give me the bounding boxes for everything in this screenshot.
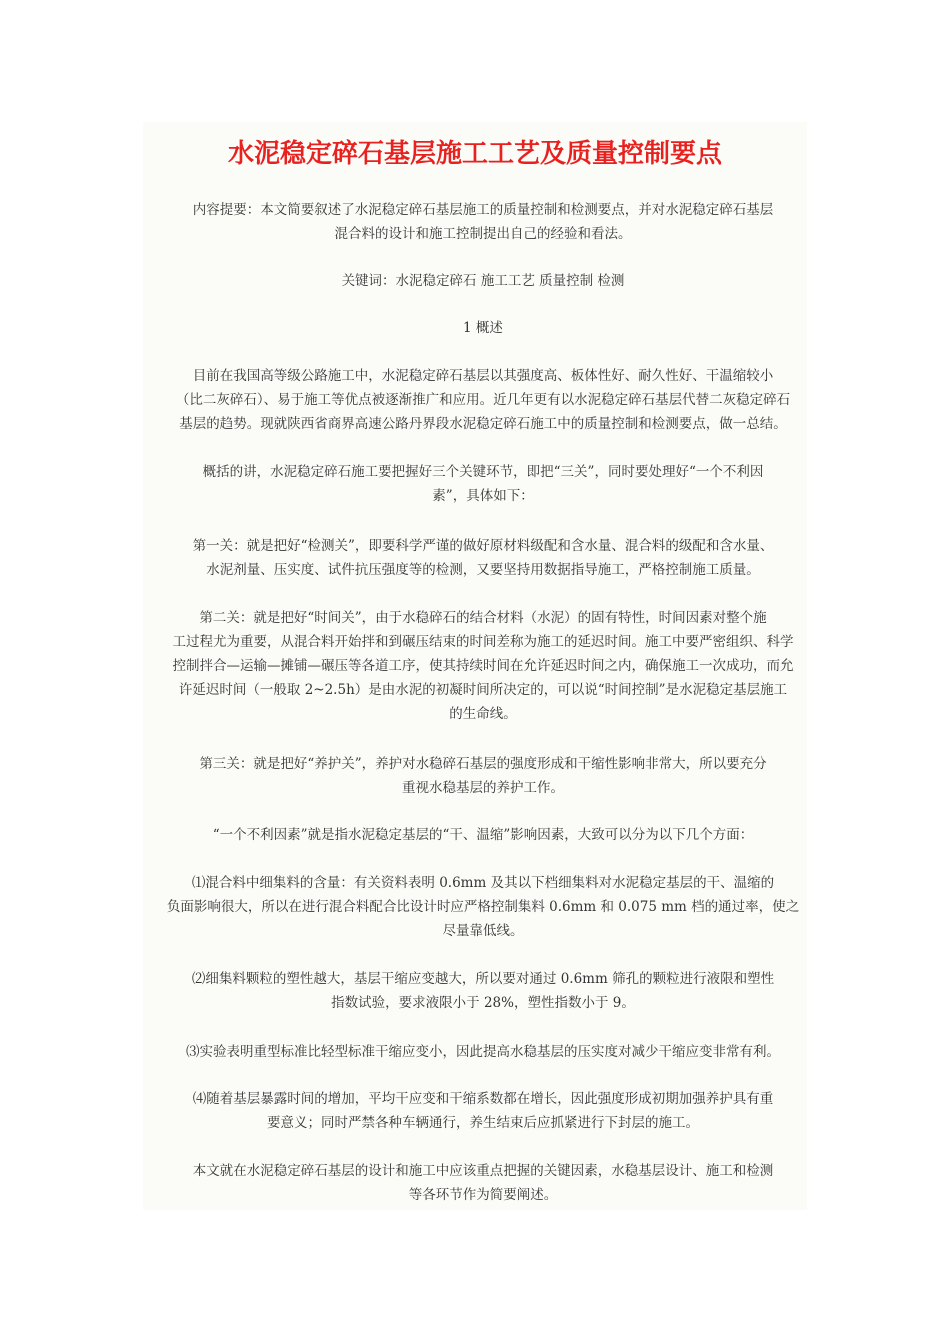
paragraph-line: ⑶实验表明重型标准比轻型标准干缩应变小，因此提高水稳基层的压实度对减少干缩应变非常有利。 bbox=[186, 1044, 780, 1060]
paragraph-line: 要意义；同时严禁各种车辆通行，养生结束后应抓紧进行下封层的施工。 bbox=[267, 1115, 699, 1131]
paragraph-second-gate bbox=[148, 606, 818, 726]
paragraph-line: 控制拌合—运输—摊铺—碾压等各道工序，使其持续时间在允许延迟时间之内，确保施工一次成功，而允 bbox=[172, 658, 794, 674]
paragraph-line: 第二关：就是把好“时间关”，由于水稳碎石的结合材料（水泥）的固有特性，时间因素对整个施 bbox=[199, 610, 767, 626]
paragraph-third-gate bbox=[148, 752, 818, 800]
paragraph-line: ⑴混合料中细集料的含量：有关资料表明 0.6mm 及其以下档细集料对水泥稳定基层的干、温缩的 bbox=[191, 875, 775, 891]
paragraph-line: 负面影响很大，所以在进行混合料配合比设计时应严格控制集料 0.6mm 和 0.075 mm 档的通过率，使之 bbox=[166, 899, 800, 915]
paragraph-line: 重视水稳基层的养护工作。 bbox=[402, 780, 564, 796]
article-title: 水泥稳定碎石基层施工工艺及质量控制要点 bbox=[227, 139, 722, 169]
paragraph-summary bbox=[148, 460, 818, 508]
paragraph-item-2 bbox=[148, 967, 818, 1015]
paragraph-line: 的生命线。 bbox=[449, 706, 517, 722]
paragraph-line: 等各环节作为简要阐述。 bbox=[408, 1187, 558, 1203]
paragraph-item-1 bbox=[148, 871, 818, 943]
paragraph-line: （比二灰碎石）、易于施工等优点被逐渐推广和应用。近几年更有以水泥稳定碎石基层代替二灰稳定碎石 bbox=[175, 392, 791, 408]
paragraph-overview bbox=[148, 364, 818, 436]
paragraph-item-4 bbox=[148, 1087, 818, 1135]
paragraph-line: 指数试验，要求液限小于 28%，塑性指数小于 9。 bbox=[331, 995, 635, 1011]
paragraph-line: 工过程尤为重要，从混合料开始拌和到碾压结束的时间差称为施工的延迟时间。施工中要严密组织、科学 bbox=[172, 634, 794, 650]
keywords: 关键词：水泥稳定碎石 施工工艺 质量控制 检测 bbox=[341, 273, 625, 289]
paragraph-line: 第三关：就是把好“养护关”，养护对水稳碎石基层的强度形成和干缩性影响非常大，所以要充分 bbox=[199, 756, 767, 772]
paragraph-line: 基层的趋势。现就陕西省商界高速公路丹界段水泥稳定碎石施工中的质量控制和检测要点，做一总结。 bbox=[179, 416, 787, 432]
paragraph-line: 概括的讲，水泥稳定碎石施工要把握好三个关键环节，即把“三关”，同时要处理好“一个不利因 bbox=[202, 464, 764, 480]
paragraph-line: ⑵细集料颗粒的塑性越大，基层干缩应变越大，所以要对通过 0.6mm 筛孔的颗粒进行液限和塑性 bbox=[191, 971, 775, 987]
paragraph-line: 素”，具体如下： bbox=[432, 488, 534, 504]
paragraph-first-gate bbox=[148, 534, 818, 582]
paragraph-line: ⑷随着基层暴露时间的增加，平均干应变和干缩系数都在增长，因此强度形成初期加强养护具有重 bbox=[192, 1091, 774, 1107]
abstract-line: 内容提要：本文简要叙述了水泥稳定碎石基层施工的质量控制和检测要点，并对水泥稳定碎石基层 bbox=[192, 202, 774, 218]
paragraph-line: “一个不利因素”就是指水泥稳定基层的“干、温缩”影响因素，大致可以分为以下几个方面： bbox=[212, 827, 754, 843]
paragraph-line: 目前在我国高等级公路施工中，水泥稳定碎石基层以其强度高、板体性好、耐久性好、干温缩较小 bbox=[192, 368, 774, 384]
paragraph-line: 水泥剂量、压实度、试件抗压强度等的检测，又要坚持用数据指导施工，严格控制施工质量。 bbox=[206, 562, 760, 578]
paragraph-item-3 bbox=[148, 1040, 818, 1064]
abstract-line: 混合料的设计和施工控制提出自己的经验和看法。 bbox=[334, 226, 632, 242]
section-heading: 1 概述 bbox=[463, 320, 503, 336]
paragraph-line: 第一关：就是把好“检测关”，即要科学严谨的做好原材料级配和含水量、混合料的级配和含水量、 bbox=[192, 538, 774, 554]
paragraph-adverse-factor bbox=[148, 823, 818, 847]
abstract bbox=[148, 198, 818, 246]
paragraph-line: 本文就在水泥稳定碎石基层的设计和施工中应该重点把握的关键因素，水稳基层设计、施工和检测 bbox=[192, 1163, 774, 1179]
paragraph-line: 尽量靠低线。 bbox=[442, 923, 524, 939]
paragraph-conclusion bbox=[148, 1159, 818, 1207]
paragraph-line: 许延迟时间（一般取 2~2.5h）是由水泥的初凝时间所决定的，可以说“时间控制”是水泥稳定基层施工 bbox=[178, 682, 788, 698]
